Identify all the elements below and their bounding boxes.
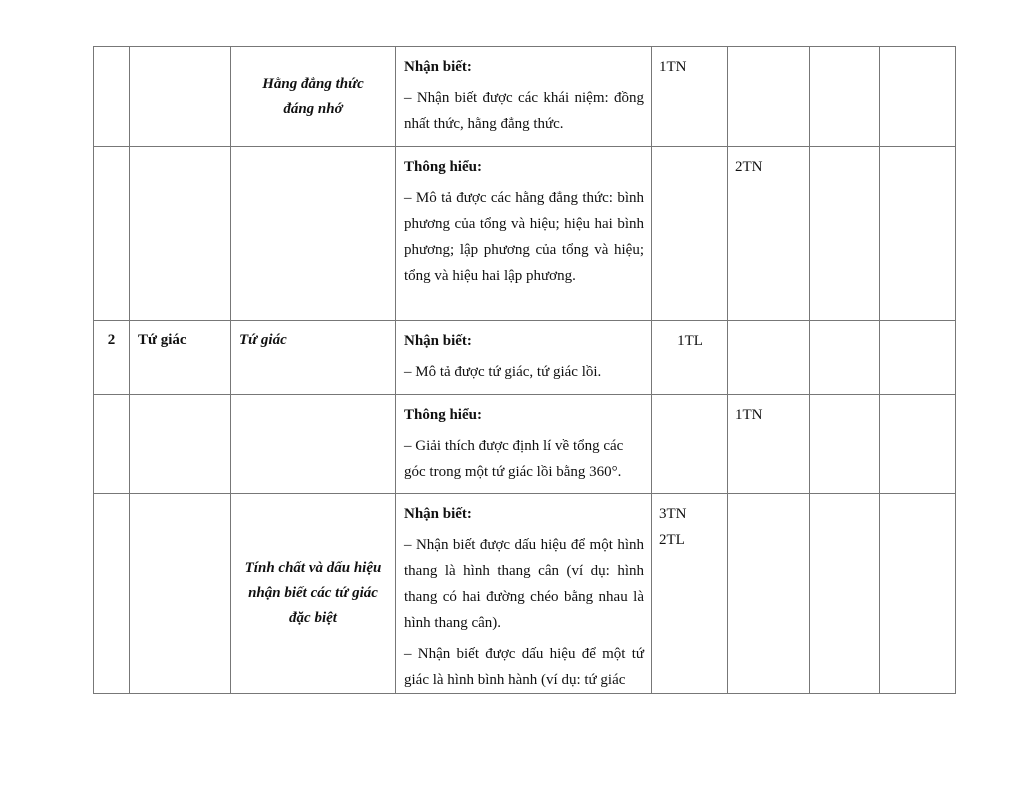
- stt-cell: [94, 147, 130, 321]
- requirement-cell: [396, 494, 652, 694]
- level-application-cell: [810, 147, 880, 321]
- stt-cell: [94, 494, 130, 694]
- table-row: [94, 321, 956, 395]
- level-recognition-cell: 3TN 2TL: [652, 494, 728, 694]
- table-row: [94, 147, 956, 321]
- level-understanding-cell: 2TN: [728, 147, 810, 321]
- level-recognition-cell: [652, 395, 728, 494]
- table-row: [94, 47, 956, 147]
- level-recognition-cell: 1TN: [652, 47, 728, 147]
- requirement-text: – Nhận biết được dấu hiệu để một hình thang là hình thang cân (ví dụ: hình thang có hai đường chéo bằng nhau là hình thang cân).: [404, 537, 644, 631]
- level-high-application-cell: [880, 395, 956, 494]
- requirement-text: – Mô tả được các hằng đẳng thức: bình phương của tổng và hiệu; hiệu hai bình phương; lập phương của tổng và hiệu; tổng và hiệu hai lập phương.: [404, 190, 644, 284]
- table-row: [94, 494, 956, 694]
- table-row: [94, 395, 956, 494]
- requirement-text: – Nhận biết được dấu hiệu để một tứ giác là hình bình hành (ví dụ: tứ giác: [404, 646, 644, 688]
- content-cell: [231, 147, 396, 321]
- level-understanding-cell: [728, 321, 810, 395]
- requirement-heading: Nhận biết:: [404, 506, 472, 522]
- chapter-cell: [130, 395, 231, 494]
- requirement-heading: Thông hiểu:: [404, 407, 482, 423]
- requirement-cell: [396, 395, 652, 494]
- level-recognition-cell: [652, 147, 728, 321]
- requirement-cell: [396, 321, 652, 395]
- level-high-application-cell: [880, 147, 956, 321]
- level-understanding-cell: [728, 494, 810, 694]
- chapter-cell: [130, 147, 231, 321]
- requirement-heading: Nhận biết:: [404, 59, 472, 75]
- level-application-cell: [810, 47, 880, 147]
- stt-cell: [94, 47, 130, 147]
- requirement-text: – Giải thích được định lí về tổng các góc trong một tứ giác lồi bằng 360°.: [404, 438, 624, 480]
- level-application-cell: [810, 494, 880, 694]
- chapter-cell: Tứ giác: [130, 321, 231, 395]
- content-cell: Tứ giác: [231, 321, 396, 395]
- level-application-cell: [810, 395, 880, 494]
- content-cell: Tính chất và dấu hiệu nhận biết các tứ giác đặc biệt: [231, 494, 396, 694]
- chapter-cell: [130, 494, 231, 694]
- level-high-application-cell: [880, 47, 956, 147]
- requirement-cell: [396, 47, 652, 147]
- level-recognition-cell: 1TL: [652, 321, 728, 395]
- requirement-heading: Thông hiểu:: [404, 159, 482, 175]
- requirement-heading: Nhận biết:: [404, 333, 472, 349]
- requirement-text: – Nhận biết được các khái niệm: đồng nhất thức, hằng đẳng thức.: [404, 90, 644, 132]
- level-application-cell: [810, 321, 880, 395]
- level-understanding-cell: [728, 47, 810, 147]
- requirement-cell: [396, 147, 652, 321]
- content-cell: Hằng đẳng thức đáng nhớ: [231, 47, 396, 147]
- stt-cell: [94, 395, 130, 494]
- level-understanding-cell: 1TN: [728, 395, 810, 494]
- level-high-application-cell: [880, 321, 956, 395]
- chapter-cell: [130, 47, 231, 147]
- level-high-application-cell: [880, 494, 956, 694]
- requirements-table: [93, 46, 956, 694]
- stt-cell: 2: [94, 321, 130, 395]
- content-cell: [231, 395, 396, 494]
- requirement-text: – Mô tả được tứ giác, tứ giác lồi.: [404, 364, 602, 380]
